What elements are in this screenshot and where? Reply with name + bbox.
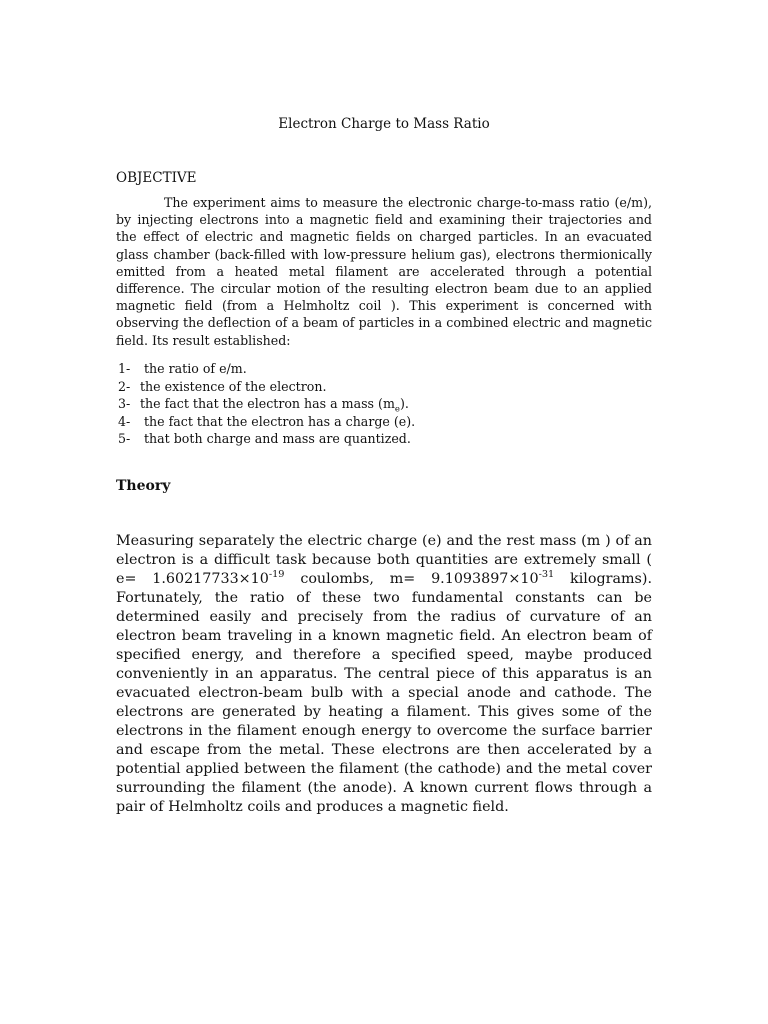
charge-exponent: -19 xyxy=(268,569,285,581)
list-item-number: 3- xyxy=(118,396,131,412)
theory-text-part3: kilograms). Fortunately, the ratio of these two fundamental constants can be determined easily and precisely from the radius of curvature of an electron beam traveling in a known magnetic field. An electron beam of specified energy, and therefore a specified speed, maybe produced conveniently in an apparatus. The central piece of this apparatus is an evacuated electron-beam bulb with a special anode and cathode. The electrons are generated by heating a filament. This gives some of the electrons in the filament enough energy to overcome the surface barrier and escape from the metal. These electrons are then accelerated by a potential applied between the filament (the cathode) and the metal cover surrounding the filament (the anode). A known current flows through a pair of Helmholtz coils and produces a magnetic field. xyxy=(116,571,652,815)
list-item-number: 2- xyxy=(118,378,131,394)
document-title: Electron Charge to Mass Ratio xyxy=(278,116,490,132)
mass-exponent: -31 xyxy=(538,569,555,581)
objective-paragraph: The experiment aims to measure the electronic charge-to-mass ratio (e/m), by injecting electrons into a magnetic field and examining their trajectories and the effect of electric and magnetic fields on charged particles. In an evacuated glass chamber (back-filled with low-pressure helium gas), electrons thermionically emitted from a heated metal filament are accelerated through a potential difference. The circular motion of the resulting electron beam due to an applied magnetic field (from a Helmholtz coil ). This experiment is concerned with observing the deflection of a beam of particles in a combined electric and magnetic field. Its result established: xyxy=(116,195,652,348)
list-item-text: the existence of the electron. xyxy=(140,378,327,394)
list-item xyxy=(118,378,415,396)
results-list xyxy=(118,360,415,448)
objective-heading: OBJECTIVE xyxy=(116,170,197,186)
list-item-number: 4- xyxy=(118,413,131,429)
list-item xyxy=(118,395,415,413)
list-item-number: 1- xyxy=(118,361,131,376)
list-item-number: 5- xyxy=(118,431,131,447)
theory-text-part1: Measuring separately the electric charge (e) and the rest mass (m ) of an electron is a difficult task because both quantities are extremely small ( e= 1.60217733×10 xyxy=(116,533,652,587)
list-item xyxy=(118,413,415,431)
list-item-text-end: ). xyxy=(399,396,409,412)
list-item xyxy=(118,360,415,378)
theory-paragraph xyxy=(116,532,652,817)
theory-heading: Theory xyxy=(116,478,171,494)
list-item-text: that both charge and mass are quantized. xyxy=(144,431,411,447)
theory-text-part2: coulombs, m= 9.1093897×10 xyxy=(284,571,539,587)
list-item xyxy=(118,430,415,448)
list-item-text: the fact that the electron has a charge (e). xyxy=(144,413,416,429)
list-item-text: the ratio of e/m. xyxy=(144,361,247,376)
mass-subscript: e xyxy=(394,404,400,415)
list-item-text: the fact that the electron has a mass (m xyxy=(140,396,395,412)
